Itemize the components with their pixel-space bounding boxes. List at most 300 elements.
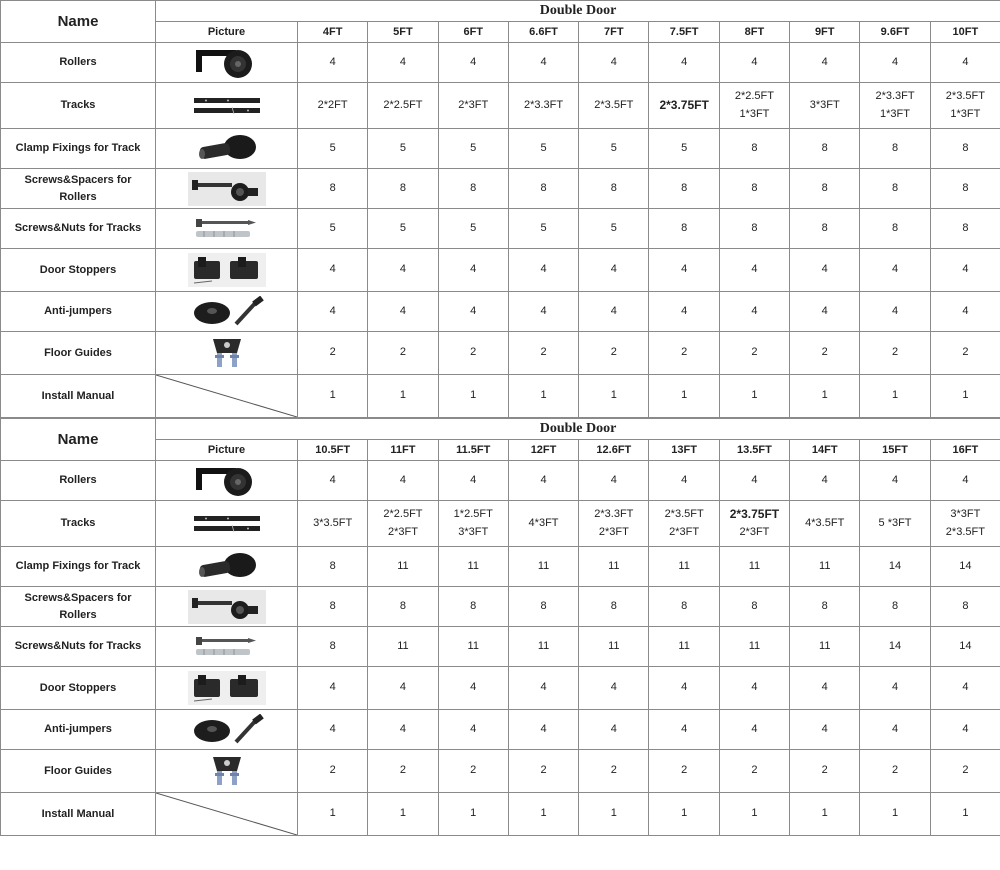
value-text: 5: [329, 141, 336, 154]
picture-cell: [156, 461, 298, 501]
value-cell: [579, 587, 649, 627]
row-name: Clamp Fixings for Track: [1, 547, 156, 587]
picture-cell: [156, 249, 298, 292]
value-text: 4: [962, 304, 969, 317]
value-text: 1: [329, 389, 336, 402]
value-cell: [508, 249, 578, 292]
value-text: 4: [610, 473, 617, 486]
value-text: 2*3.3FT: [875, 89, 915, 102]
value-text: 8: [681, 221, 688, 234]
value-text: 1: [540, 807, 547, 820]
value-cell: [508, 793, 578, 836]
value-cell: [719, 501, 789, 547]
table-row: [1, 43, 1000, 83]
size-header: 6.6FT: [508, 22, 578, 43]
table-row: [1, 501, 1000, 547]
value-text: 4: [470, 722, 477, 735]
row-name: Floor Guides: [1, 750, 156, 793]
value-cell: [719, 43, 789, 83]
value-text: 5: [399, 221, 406, 234]
table-row: [1, 169, 1000, 209]
value-text: 5: [540, 221, 547, 234]
value-text: 4: [329, 722, 336, 735]
size-header: 15FT: [860, 440, 930, 461]
value-text: 8: [681, 181, 688, 194]
diagonal-line: [156, 793, 297, 835]
picture-cell: [156, 627, 298, 667]
value-text: 2*3FT: [598, 525, 629, 538]
value-text: 2*3.5FT: [945, 525, 985, 538]
value-text: 2: [329, 764, 336, 777]
value-text: 4: [540, 304, 547, 317]
picture-cell: [156, 169, 298, 209]
value-cell: [438, 667, 508, 710]
value-text: 4: [962, 722, 969, 735]
value-text: 4: [399, 473, 406, 486]
value-cell: [790, 461, 860, 501]
row-name: Anti-jumpers: [1, 710, 156, 750]
value-cell: [790, 249, 860, 292]
value-cell: [930, 461, 1000, 501]
value-text: 8: [821, 141, 828, 154]
value-cell: [508, 750, 578, 793]
row-name: Tracks: [1, 83, 156, 129]
table-row: [1, 750, 1000, 793]
value-cell: [649, 587, 719, 627]
size-header: 5FT: [368, 22, 438, 43]
value-cell: [368, 209, 438, 249]
value-text: 1: [681, 807, 688, 820]
value-text: 4: [821, 55, 828, 68]
value-text: 1: [962, 389, 969, 402]
value-cell: [719, 249, 789, 292]
screw-spacer-icon: [156, 172, 297, 206]
value-text: 4: [399, 722, 406, 735]
value-cell: [579, 461, 649, 501]
value-cell: [860, 793, 930, 836]
picture-header: Picture: [156, 440, 298, 461]
value-text: 2: [610, 346, 617, 359]
picture-cell: [156, 667, 298, 710]
size-header: 10.5FT: [298, 440, 368, 461]
value-text: 8: [681, 599, 688, 612]
value-text: 5: [399, 141, 406, 154]
value-text: 2*3.75FT: [729, 507, 780, 522]
floor-guide-icon: [156, 335, 297, 371]
door-stopper-icon: [156, 253, 297, 287]
value-cell: [579, 169, 649, 209]
value-cell: [579, 501, 649, 547]
picture-cell: [156, 750, 298, 793]
value-cell: [930, 249, 1000, 292]
value-text: 4: [681, 55, 688, 68]
value-cell: [438, 627, 508, 667]
value-cell: [298, 209, 368, 249]
size-header: 10FT: [930, 22, 1000, 43]
value-text: 2: [891, 764, 899, 777]
value-cell: [508, 501, 578, 547]
picture-cell: [156, 43, 298, 83]
value-text: 2*3.75FT: [659, 97, 709, 112]
value-text: 4: [610, 681, 617, 694]
value-text: 4: [821, 473, 828, 486]
value-cell: [860, 710, 930, 750]
value-text: 4: [891, 55, 899, 68]
value-cell: [368, 793, 438, 836]
value-text: 2: [470, 346, 477, 359]
value-cell: [790, 43, 860, 83]
value-cell: [368, 129, 438, 169]
value-text: 2: [962, 346, 969, 359]
value-cell: [298, 249, 368, 292]
value-text: 8: [891, 141, 899, 154]
size-header: 13.5FT: [719, 440, 789, 461]
value-text: 8: [751, 181, 758, 194]
value-cell: [790, 83, 860, 129]
table-row: [1, 332, 1000, 375]
value-text: 2: [751, 764, 758, 777]
value-text: 4: [610, 55, 617, 68]
value-cell: [930, 83, 1000, 129]
value-cell: [438, 375, 508, 418]
value-text: 8: [470, 181, 477, 194]
value-text: 2: [540, 346, 547, 359]
value-text: 1: [821, 807, 828, 820]
spec-table: [0, 0, 1000, 418]
group-title: Double Door: [156, 419, 1000, 440]
value-cell: [649, 43, 719, 83]
value-text: 4: [891, 304, 899, 317]
floor-guide-icon: [156, 753, 297, 789]
value-text: 4: [751, 304, 758, 317]
value-text: 4*3.5FT: [805, 516, 845, 529]
size-header: 9FT: [790, 22, 860, 43]
size-header: 16FT: [930, 440, 1000, 461]
value-text: 1*3FT: [739, 107, 770, 120]
value-cell: [790, 750, 860, 793]
value-cell: [860, 547, 930, 587]
value-text: 11: [678, 559, 690, 572]
value-cell: [719, 292, 789, 332]
name-header: Name: [1, 419, 156, 461]
value-text: 2: [540, 764, 547, 777]
value-text: 1: [962, 807, 969, 820]
value-cell: [649, 710, 719, 750]
value-text: 1: [399, 807, 406, 820]
value-text: 4: [821, 304, 828, 317]
value-text: 4: [751, 263, 758, 276]
value-cell: [930, 129, 1000, 169]
value-text: 5: [610, 141, 617, 154]
table-row: [1, 249, 1000, 292]
value-cell: [790, 547, 860, 587]
value-text: 11: [678, 639, 690, 652]
value-cell: [579, 249, 649, 292]
table-row: [1, 83, 1000, 129]
picture-cell: [156, 332, 298, 375]
value-cell: [930, 332, 1000, 375]
value-cell: [298, 547, 368, 587]
value-text: 4: [540, 473, 547, 486]
value-text: 2: [399, 346, 406, 359]
value-text: 2: [399, 764, 406, 777]
value-text: 4: [962, 55, 969, 68]
value-cell: [719, 710, 789, 750]
row-name: Screws&Spacers for Rollers: [1, 587, 156, 627]
picture-cell: [156, 501, 298, 547]
value-cell: [790, 169, 860, 209]
clamp-icon: [156, 133, 297, 165]
value-text: 8: [329, 639, 336, 652]
value-text: 2*3FT: [669, 525, 700, 538]
row-name: Screws&Nuts for Tracks: [1, 209, 156, 249]
value-text: 2*2.5FT: [383, 98, 423, 111]
value-text: 14: [888, 639, 902, 652]
value-cell: [719, 547, 789, 587]
value-cell: [298, 129, 368, 169]
value-text: 2*3.5FT: [594, 98, 634, 111]
value-cell: [930, 793, 1000, 836]
diagonal-line: [156, 375, 297, 417]
value-cell: [298, 710, 368, 750]
value-text: 8: [329, 559, 336, 572]
value-text: 4: [681, 681, 688, 694]
table-row: [1, 710, 1000, 750]
size-header: 11.5FT: [438, 440, 508, 461]
value-text: 4: [821, 263, 828, 276]
value-cell: [790, 710, 860, 750]
value-text: 4: [399, 55, 406, 68]
value-cell: [930, 292, 1000, 332]
value-cell: [579, 710, 649, 750]
value-text: 1: [610, 807, 617, 820]
value-cell: [719, 587, 789, 627]
value-cell: [860, 249, 930, 292]
value-cell: [790, 209, 860, 249]
value-text: 2*2FT: [317, 98, 348, 111]
value-text: 4: [681, 722, 688, 735]
door-stopper-icon: [156, 671, 297, 705]
value-cell: [719, 129, 789, 169]
value-cell: [368, 587, 438, 627]
value-text: 3*3.5FT: [313, 516, 353, 529]
value-cell: [649, 249, 719, 292]
value-text: 1: [681, 389, 688, 402]
value-cell: [579, 627, 649, 667]
value-cell: [438, 461, 508, 501]
value-cell: [438, 43, 508, 83]
value-cell: [368, 461, 438, 501]
value-cell: [579, 209, 649, 249]
value-text: 4: [470, 263, 477, 276]
value-cell: [368, 43, 438, 83]
value-text: 5: [470, 141, 477, 154]
value-cell: [649, 209, 719, 249]
value-text: 8: [329, 599, 336, 612]
value-cell: [579, 547, 649, 587]
value-cell: [860, 83, 930, 129]
size-header: 8FT: [719, 22, 789, 43]
value-cell: [930, 627, 1000, 667]
value-cell: [438, 332, 508, 375]
value-text: 11: [467, 559, 479, 572]
row-name: Rollers: [1, 43, 156, 83]
value-text: 2*3.5FT: [945, 89, 985, 102]
row-name: Door Stoppers: [1, 249, 156, 292]
row-name: Screws&Spacers for Rollers: [1, 169, 156, 209]
value-text: 1: [399, 389, 406, 402]
value-cell: [579, 129, 649, 169]
value-text: 8: [751, 599, 758, 612]
value-text: 1: [329, 807, 336, 820]
value-cell: [579, 375, 649, 418]
value-cell: [930, 710, 1000, 750]
value-cell: [649, 793, 719, 836]
value-text: 1*2.5FT: [453, 507, 493, 520]
value-text: 4: [470, 304, 477, 317]
value-cell: [649, 461, 719, 501]
value-text: 2: [891, 346, 899, 359]
value-text: 11: [397, 639, 409, 652]
value-cell: [438, 169, 508, 209]
table-row: [1, 627, 1000, 667]
table-row: [1, 547, 1000, 587]
size-header: 12.6FT: [579, 440, 649, 461]
value-cell: [860, 461, 930, 501]
value-text: 2: [681, 346, 688, 359]
value-cell: [508, 627, 578, 667]
value-text: 8: [962, 181, 969, 194]
row-name: Anti-jumpers: [1, 292, 156, 332]
group-title: Double Door: [156, 1, 1000, 22]
value-cell: [790, 375, 860, 418]
value-text: 5: [470, 221, 477, 234]
value-text: 2*3FT: [739, 526, 770, 539]
value-cell: [579, 793, 649, 836]
value-cell: [298, 332, 368, 375]
picture-header: Picture: [156, 22, 298, 43]
value-cell: [368, 501, 438, 547]
value-cell: [508, 587, 578, 627]
row-name: Door Stoppers: [1, 667, 156, 710]
value-text: 1: [470, 389, 477, 402]
value-cell: [508, 461, 578, 501]
table-row: [1, 587, 1000, 627]
value-cell: [298, 793, 368, 836]
table-row: [1, 793, 1000, 836]
value-cell: [860, 169, 930, 209]
value-text: 8: [821, 181, 828, 194]
value-text: 4: [399, 681, 406, 694]
value-text: 3*3FT: [950, 507, 981, 520]
value-text: 11: [397, 559, 409, 572]
value-text: 4: [751, 55, 758, 68]
size-header: 11FT: [368, 440, 438, 461]
value-text: 1: [540, 389, 547, 402]
value-text: 2*3FT: [387, 525, 418, 538]
value-cell: [790, 793, 860, 836]
row-name: Install Manual: [1, 375, 156, 418]
value-cell: [719, 209, 789, 249]
value-cell: [368, 667, 438, 710]
value-cell: [579, 332, 649, 375]
value-cell: [368, 169, 438, 209]
value-cell: [368, 547, 438, 587]
picture-cell: [156, 292, 298, 332]
value-cell: [579, 750, 649, 793]
row-name: Rollers: [1, 461, 156, 501]
value-cell: [579, 292, 649, 332]
value-text: 2: [821, 764, 828, 777]
picture-cell: [156, 209, 298, 249]
value-text: 1*3FT: [880, 107, 910, 120]
value-cell: [438, 750, 508, 793]
value-cell: [930, 667, 1000, 710]
value-text: 11: [537, 639, 550, 652]
picture-cell: [156, 83, 298, 129]
value-text: 4*3FT: [528, 516, 559, 529]
value-text: 8: [610, 181, 617, 194]
value-text: 4: [399, 304, 406, 317]
anti-jumper-icon: [156, 296, 297, 328]
screw-spacer-icon: [156, 590, 297, 624]
value-text: 2*3.3FT: [594, 507, 634, 520]
table-row: [1, 375, 1000, 418]
size-header: 4FT: [298, 22, 368, 43]
value-cell: [298, 43, 368, 83]
value-cell: [649, 501, 719, 547]
value-cell: [649, 375, 719, 418]
value-cell: [508, 83, 578, 129]
value-text: 8: [610, 599, 617, 612]
value-text: 4: [329, 263, 336, 276]
value-text: 4: [329, 473, 336, 486]
value-cell: [790, 332, 860, 375]
value-text: 5: [540, 141, 547, 154]
value-cell: [508, 209, 578, 249]
value-text: 2*3FT: [458, 98, 489, 111]
value-text: 1: [470, 807, 477, 820]
value-text: 4: [891, 681, 899, 694]
name-header: Name: [1, 1, 156, 43]
value-cell: [298, 627, 368, 667]
size-header: 6FT: [438, 22, 508, 43]
value-cell: [368, 83, 438, 129]
value-cell: [930, 750, 1000, 793]
value-cell: [508, 375, 578, 418]
value-text: 2: [821, 346, 828, 359]
value-cell: [719, 627, 789, 667]
value-cell: [649, 667, 719, 710]
size-header: 14FT: [790, 440, 860, 461]
value-text: 11: [748, 559, 761, 572]
value-text: 8: [891, 221, 899, 234]
value-text: 4: [962, 473, 969, 486]
value-text: 11: [819, 559, 831, 572]
value-text: 4: [540, 681, 547, 694]
size-header: 9.6FT: [860, 22, 930, 43]
value-text: 4: [962, 263, 969, 276]
table-row: [1, 209, 1000, 249]
value-cell: [438, 249, 508, 292]
anti-jumper-icon: [156, 714, 297, 746]
value-text: 1: [821, 389, 828, 402]
value-cell: [930, 501, 1000, 547]
value-text: 4: [751, 722, 758, 735]
roller-icon: [156, 46, 297, 80]
value-cell: [930, 375, 1000, 418]
value-cell: [368, 750, 438, 793]
